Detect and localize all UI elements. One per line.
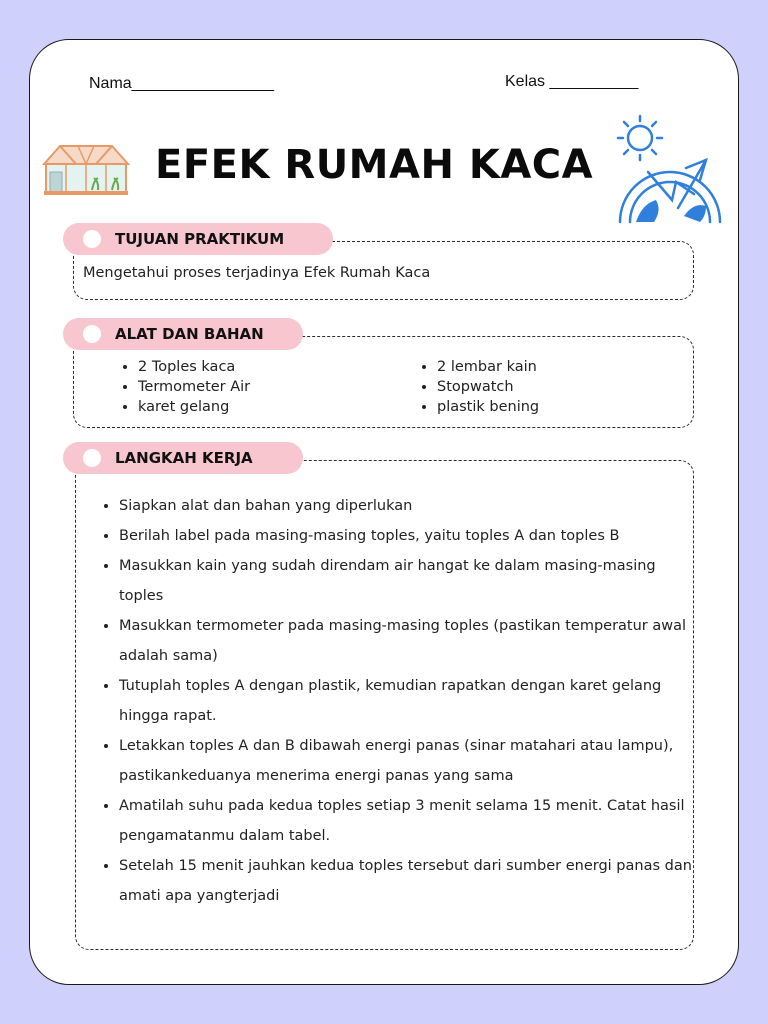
alat-list-left	[120, 357, 250, 417]
langkah-heading-pill	[63, 442, 303, 474]
list-item: • Berilah label pada masing-masing toples, yaitu toples A dan toples B	[119, 521, 693, 551]
class-field[interactable]: Kelas __________	[505, 73, 639, 90]
tujuan-heading: TUJUAN PRAKTIKUM	[115, 230, 285, 248]
bullet-dot-icon	[83, 230, 101, 248]
list-item: • Siapkan alat dan bahan yang diperlukan	[119, 491, 693, 521]
bullet-dot-icon	[83, 449, 101, 467]
list-item: • 2 lembar kain	[437, 357, 539, 377]
tujuan-heading-pill	[63, 223, 333, 255]
list-item: • Amatilah suhu pada kedua toples setiap 3 menit selama 15 menit. Catat hasil pengamatanmu dalam tabel.	[119, 791, 693, 851]
list-item: • plastik bening	[437, 397, 539, 417]
bullet-dot-icon	[83, 325, 101, 343]
sun-earth-climate-icon	[614, 112, 726, 224]
alat-heading-pill	[63, 318, 303, 350]
list-item: • Letakkan toples A dan B dibawah energi panas (sinar matahari atau lampu), pastikankeduanya menerima energi panas yang sama	[119, 731, 693, 791]
langkah-heading: LANGKAH KERJA	[115, 449, 253, 467]
list-item: • Stopwatch	[437, 377, 539, 397]
list-item: • 2 Toples kaca	[138, 357, 250, 377]
alat-heading: ALAT DAN BAHAN	[115, 325, 264, 343]
list-item: • Tutuplah toples A dengan plastik, kemudian rapatkan dengan karet gelang hingga rapat.	[119, 671, 693, 731]
list-item: • Masukkan termometer pada masing-masing toples (pastikan temperatur awal adalah sama)	[119, 611, 693, 671]
list-item: • Termometer Air	[138, 377, 250, 397]
greenhouse-icon	[40, 140, 132, 196]
tujuan-text: Mengetahui proses terjadinya Efek Rumah Kaca	[83, 265, 431, 281]
list-item: • karet gelang	[138, 397, 250, 417]
langkah-steps	[101, 491, 693, 911]
list-item: • Masukkan kain yang sudah direndam air hangat ke dalam masing-masing toples	[119, 551, 693, 611]
alat-list-right	[419, 357, 539, 417]
name-field[interactable]: Nama________________	[89, 75, 275, 92]
page-title: EFEK RUMAH KACA	[155, 142, 594, 188]
list-item: • Setelah 15 menit jauhkan kedua toples tersebut dari sumber energi panas dan amati apa yangterjadi	[119, 851, 693, 911]
